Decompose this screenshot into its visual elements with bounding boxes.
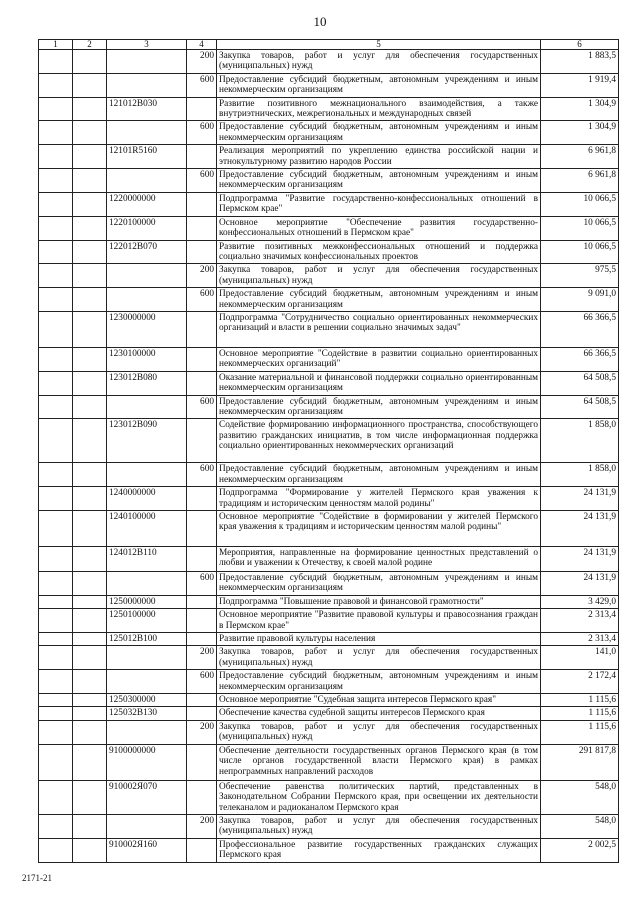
target-article-cell — [107, 73, 187, 97]
expense-type-cell: 200 — [187, 50, 217, 74]
cell-col-1 — [39, 264, 73, 288]
expense-type-cell: 600 — [187, 73, 217, 97]
cell-col-2 — [73, 347, 107, 371]
target-article-cell — [107, 572, 187, 596]
expense-type-cell — [187, 609, 217, 633]
cell-col-1 — [39, 347, 73, 371]
name-cell: Содействие формированию информационного пространства, способствующего развитию гражданских инициатив, в том числе информационная поддержка социально ориентированных некоммерческих организаций — [217, 419, 541, 463]
expense-type-cell — [187, 780, 217, 814]
cell-col-2 — [73, 572, 107, 596]
cell-col-2 — [73, 264, 107, 288]
table-row — [39, 694, 619, 707]
name-cell: Развитие правовой культуры населения — [217, 633, 541, 646]
expense-type-cell — [187, 595, 217, 608]
name-cell: Обеспечение качества судебной защиты интересов Пермского края — [217, 707, 541, 720]
name-cell: Предоставление субсидий бюджетным, автономным учреждениям и иным некоммерческим организациям — [217, 121, 541, 145]
page-number: 10 — [313, 14, 327, 29]
target-article-cell — [107, 288, 187, 312]
cell-col-1 — [39, 50, 73, 74]
amount-cell: 1 304,9 — [541, 121, 619, 145]
expense-type-cell — [187, 487, 217, 511]
target-article-cell: 12101R5160 — [107, 145, 187, 169]
amount-cell: 24 131,9 — [541, 487, 619, 511]
expense-type-cell: 600 — [187, 395, 217, 419]
amount-cell: 64 508,5 — [541, 395, 619, 419]
table-row — [39, 670, 619, 694]
target-article-cell: 1250100000 — [107, 609, 187, 633]
name-cell: Мероприятия, направленные на формирование ценностных представлений о любви и уважении к Отечеству, к своей малой родине — [217, 547, 541, 572]
cell-col-2 — [73, 419, 107, 463]
name-cell: Подпрограмма "Формирование у жителей Пермского края уважения к традициям и историческим ценностям малой родины" — [217, 487, 541, 511]
name-cell: Закупка товаров, работ и услуг для обеспечения государственных (муниципальных) нужд — [217, 720, 541, 744]
cell-col-2 — [73, 121, 107, 145]
cell-col-1 — [39, 572, 73, 596]
table-row — [39, 145, 619, 169]
table-row — [39, 547, 619, 572]
target-article-cell: 1220100000 — [107, 216, 187, 240]
name-cell: Закупка товаров, работ и услуг для обеспечения государственных (муниципальных) нужд — [217, 50, 541, 74]
name-cell: Основное мероприятие "Содействие в формировании у жителей Пермского края уважения к традициям и историческим ценностям малой родины" — [217, 511, 541, 547]
target-article-cell: 122012В070 — [107, 240, 187, 264]
amount-cell: 2 313,4 — [541, 609, 619, 633]
target-article-cell: 910002Я070 — [107, 780, 187, 814]
table-row — [39, 744, 619, 780]
cell-col-1 — [39, 814, 73, 838]
cell-col-2 — [73, 50, 107, 74]
name-cell: Предоставление субсидий бюджетным, автономным учреждениям и иным некоммерческим организациям — [217, 169, 541, 193]
cell-col-2 — [73, 646, 107, 670]
cell-col-2 — [73, 216, 107, 240]
name-cell: Предоставление субсидий бюджетным, автономным учреждениям и иным некоммерческим организациям — [217, 73, 541, 97]
cell-col-1 — [39, 646, 73, 670]
table-row — [39, 169, 619, 193]
amount-cell: 24 131,9 — [541, 572, 619, 596]
budget-table — [38, 39, 619, 863]
cell-col-1 — [39, 744, 73, 780]
table-row — [39, 192, 619, 216]
cell-col-1 — [39, 371, 73, 395]
cell-col-1 — [39, 670, 73, 694]
table-row — [39, 73, 619, 97]
target-article-cell: 125032В130 — [107, 707, 187, 720]
table-row — [39, 240, 619, 264]
amount-cell: 1 858,0 — [541, 463, 619, 487]
target-article-cell — [107, 646, 187, 670]
amount-cell: 10 066,5 — [541, 216, 619, 240]
name-cell: Основное мероприятие "Содействие в развитии социально ориентированных некоммерческих организаций" — [217, 347, 541, 371]
table-row — [39, 511, 619, 547]
cell-col-1 — [39, 240, 73, 264]
amount-cell: 9 091,0 — [541, 288, 619, 312]
cell-col-2 — [73, 192, 107, 216]
table-row — [39, 609, 619, 633]
table-row — [39, 395, 619, 419]
name-cell: Основное мероприятие "Обеспечение развития государственно-конфессиональных отношений в Пермском крае" — [217, 216, 541, 240]
cell-col-2 — [73, 547, 107, 572]
table-row — [39, 97, 619, 121]
target-article-cell: 121012В030 — [107, 97, 187, 121]
expense-type-cell — [187, 633, 217, 646]
cell-col-2 — [73, 288, 107, 312]
cell-col-1 — [39, 720, 73, 744]
name-cell: Обеспечение деятельности государственных органов Пермского края (в том числе органов государственной власти Пермского края) в рамках непрограммных направлений расходов — [217, 744, 541, 780]
expense-type-cell: 600 — [187, 670, 217, 694]
amount-cell: 1 304,9 — [541, 97, 619, 121]
target-article-cell: 1250300000 — [107, 694, 187, 707]
amount-cell: 10 066,5 — [541, 192, 619, 216]
table-row — [39, 50, 619, 74]
amount-cell: 24 131,9 — [541, 511, 619, 547]
cell-col-1 — [39, 169, 73, 193]
cell-col-1 — [39, 487, 73, 511]
name-cell: Закупка товаров, работ и услуг для обеспечения государственных (муниципальных) нужд — [217, 264, 541, 288]
table-row — [39, 838, 619, 862]
name-cell: Обеспечение равенства политических партий, представленных в Законодательном Собрании Пермского края, при освещении их деятельности телеканалом и радиоканалом Пермского края — [217, 780, 541, 814]
expense-type-cell: 200 — [187, 264, 217, 288]
cell-col-1 — [39, 707, 73, 720]
cell-col-2 — [73, 73, 107, 97]
cell-col-1 — [39, 288, 73, 312]
header-row — [39, 40, 619, 50]
expense-type-cell — [187, 216, 217, 240]
expense-type-cell — [187, 511, 217, 547]
target-article-cell: 1240000000 — [107, 487, 187, 511]
cell-col-1 — [39, 609, 73, 633]
name-cell: Подпрограмма "Развитие государственно-конфессиональных отношений в Пермском крае" — [217, 192, 541, 216]
cell-col-1 — [39, 192, 73, 216]
amount-cell: 3 429,0 — [541, 595, 619, 608]
target-article-cell: 910002Я160 — [107, 838, 187, 862]
cell-col-1 — [39, 216, 73, 240]
cell-col-1 — [39, 633, 73, 646]
amount-cell: 1 919,4 — [541, 73, 619, 97]
target-article-cell: 1230000000 — [107, 311, 187, 347]
table-row — [39, 419, 619, 463]
amount-cell: 24 131,9 — [541, 547, 619, 572]
amount-cell: 6 961,8 — [541, 145, 619, 169]
cell-col-1 — [39, 694, 73, 707]
cell-col-2 — [73, 97, 107, 121]
cell-col-2 — [73, 838, 107, 862]
name-cell: Основное мероприятие "Судебная защита интересов Пермского края" — [217, 694, 541, 707]
name-cell: Профессиональное развитие государственных гражданских служащих Пермского края — [217, 838, 541, 862]
cell-col-1 — [39, 511, 73, 547]
amount-cell: 66 366,5 — [541, 347, 619, 371]
expense-type-cell: 200 — [187, 646, 217, 670]
table-row — [39, 780, 619, 814]
cell-col-2 — [73, 670, 107, 694]
header-col-5: 5 — [217, 40, 541, 50]
expense-type-cell — [187, 347, 217, 371]
amount-cell: 141,0 — [541, 646, 619, 670]
target-article-cell — [107, 50, 187, 74]
table-row — [39, 463, 619, 487]
cell-col-2 — [73, 487, 107, 511]
amount-cell: 66 366,5 — [541, 311, 619, 347]
table-row — [39, 633, 619, 646]
expense-type-cell: 600 — [187, 288, 217, 312]
expense-type-cell — [187, 97, 217, 121]
amount-cell: 6 961,8 — [541, 169, 619, 193]
target-article-cell: 9100000000 — [107, 744, 187, 780]
expense-type-cell — [187, 419, 217, 463]
cell-col-1 — [39, 73, 73, 97]
table-row — [39, 720, 619, 744]
cell-col-1 — [39, 595, 73, 608]
amount-cell: 2 172,4 — [541, 670, 619, 694]
expense-type-cell — [187, 838, 217, 862]
amount-cell: 1 858,0 — [541, 419, 619, 463]
expense-type-cell — [187, 547, 217, 572]
cell-col-1 — [39, 395, 73, 419]
amount-cell: 548,0 — [541, 814, 619, 838]
cell-col-1 — [39, 97, 73, 121]
name-cell: Реализация мероприятий по укреплению единства российской нации и этнокультурному развитию народов России — [217, 145, 541, 169]
table-row — [39, 121, 619, 145]
expense-type-cell: 600 — [187, 572, 217, 596]
name-cell: Развитие позитивных межконфессиональных отношений и поддержка социально значимых конфессиональных проектов — [217, 240, 541, 264]
target-article-cell — [107, 169, 187, 193]
cell-col-2 — [73, 371, 107, 395]
expense-type-cell — [187, 707, 217, 720]
name-cell: Предоставление субсидий бюджетным, автономным учреждениям и иным некоммерческим организациям — [217, 463, 541, 487]
expense-type-cell — [187, 371, 217, 395]
table-row — [39, 814, 619, 838]
amount-cell: 291 817,8 — [541, 744, 619, 780]
cell-col-1 — [39, 463, 73, 487]
target-article-cell: 125012В100 — [107, 633, 187, 646]
cell-col-2 — [73, 633, 107, 646]
cell-col-2 — [73, 511, 107, 547]
amount-cell: 1 883,5 — [541, 50, 619, 74]
table-row — [39, 347, 619, 371]
amount-cell: 548,0 — [541, 780, 619, 814]
table-row — [39, 646, 619, 670]
expense-type-cell: 600 — [187, 463, 217, 487]
expense-type-cell — [187, 240, 217, 264]
target-article-cell — [107, 395, 187, 419]
expense-type-cell — [187, 744, 217, 780]
expense-type-cell — [187, 192, 217, 216]
cell-col-2 — [73, 707, 107, 720]
table-row — [39, 572, 619, 596]
name-cell: Основное мероприятие "Развитие правовой культуры и правосознания граждан в Пермском крае" — [217, 609, 541, 633]
cell-col-2 — [73, 609, 107, 633]
name-cell: Предоставление субсидий бюджетным, автономным учреждениям и иным некоммерческим организациям — [217, 395, 541, 419]
name-cell: Предоставление субсидий бюджетным, автономным учреждениям и иным некоммерческим организациям — [217, 572, 541, 596]
table-row — [39, 707, 619, 720]
amount-cell: 10 066,5 — [541, 240, 619, 264]
table-row — [39, 371, 619, 395]
table-row — [39, 264, 619, 288]
cell-col-1 — [39, 780, 73, 814]
name-cell: Закупка товаров, работ и услуг для обеспечения государственных (муниципальных) нужд — [217, 814, 541, 838]
name-cell: Оказание материальной и финансовой поддержки социально ориентированным некоммерческим организациям — [217, 371, 541, 395]
target-article-cell — [107, 121, 187, 145]
header-col-4: 4 — [187, 40, 217, 50]
header-col-6: 6 — [541, 40, 619, 50]
target-article-cell: 123012В080 — [107, 371, 187, 395]
header-col-2: 2 — [73, 40, 107, 50]
cell-col-1 — [39, 311, 73, 347]
expense-type-cell — [187, 311, 217, 347]
table-row — [39, 311, 619, 347]
cell-col-1 — [39, 547, 73, 572]
cell-col-2 — [73, 395, 107, 419]
expense-type-cell: 600 — [187, 169, 217, 193]
expense-type-cell: 200 — [187, 814, 217, 838]
cell-col-1 — [39, 838, 73, 862]
cell-col-2 — [73, 744, 107, 780]
amount-cell: 1 115,6 — [541, 720, 619, 744]
target-article-cell: 123012В090 — [107, 419, 187, 463]
name-cell: Закупка товаров, работ и услуг для обеспечения государственных (муниципальных) нужд — [217, 646, 541, 670]
cell-col-2 — [73, 240, 107, 264]
cell-col-1 — [39, 121, 73, 145]
amount-cell: 975,5 — [541, 264, 619, 288]
amount-cell: 64 508,5 — [541, 371, 619, 395]
cell-col-2 — [73, 720, 107, 744]
table-row — [39, 288, 619, 312]
cell-col-2 — [73, 169, 107, 193]
target-article-cell — [107, 814, 187, 838]
cell-col-2 — [73, 595, 107, 608]
target-article-cell: 124012В110 — [107, 547, 187, 572]
cell-col-2 — [73, 311, 107, 347]
target-article-cell: 1230100000 — [107, 347, 187, 371]
table-row — [39, 216, 619, 240]
target-article-cell — [107, 463, 187, 487]
target-article-cell — [107, 720, 187, 744]
table-row — [39, 595, 619, 608]
cell-col-2 — [73, 145, 107, 169]
target-article-cell — [107, 670, 187, 694]
amount-cell: 1 115,6 — [541, 707, 619, 720]
name-cell: Подпрограмма "Повышение правовой и финансовой грамотности" — [217, 595, 541, 608]
header-col-1: 1 — [39, 40, 73, 50]
cell-col-2 — [73, 814, 107, 838]
cell-col-2 — [73, 463, 107, 487]
expense-type-cell — [187, 694, 217, 707]
target-article-cell: 1240100000 — [107, 511, 187, 547]
cell-col-2 — [73, 694, 107, 707]
cell-col-2 — [73, 780, 107, 814]
amount-cell: 2 002,5 — [541, 838, 619, 862]
name-cell: Развитие позитивного межнационального взаимодействия, а также внутриэтнических, межрегиональных и международных связей — [217, 97, 541, 121]
amount-cell: 2 313,4 — [541, 633, 619, 646]
amount-cell: 1 115,6 — [541, 694, 619, 707]
target-article-cell: 1220000000 — [107, 192, 187, 216]
expense-type-cell: 200 — [187, 720, 217, 744]
header-col-3: 3 — [107, 40, 187, 50]
target-article-cell: 1250000000 — [107, 595, 187, 608]
cell-col-1 — [39, 145, 73, 169]
target-article-cell — [107, 264, 187, 288]
name-cell: Подпрограмма "Сотрудничество социально ориентированных некоммерческих организаций и власти в решении социально значимых задач" — [217, 311, 541, 347]
expense-type-cell: 600 — [187, 121, 217, 145]
name-cell: Предоставление субсидий бюджетным, автономным учреждениям и иным некоммерческим организациям — [217, 670, 541, 694]
table-row — [39, 487, 619, 511]
expense-type-cell — [187, 145, 217, 169]
cell-col-1 — [39, 419, 73, 463]
name-cell: Предоставление субсидий бюджетным, автономным учреждениям и иным некоммерческим организациям — [217, 288, 541, 312]
footer-code: 2171-21 — [22, 873, 52, 883]
